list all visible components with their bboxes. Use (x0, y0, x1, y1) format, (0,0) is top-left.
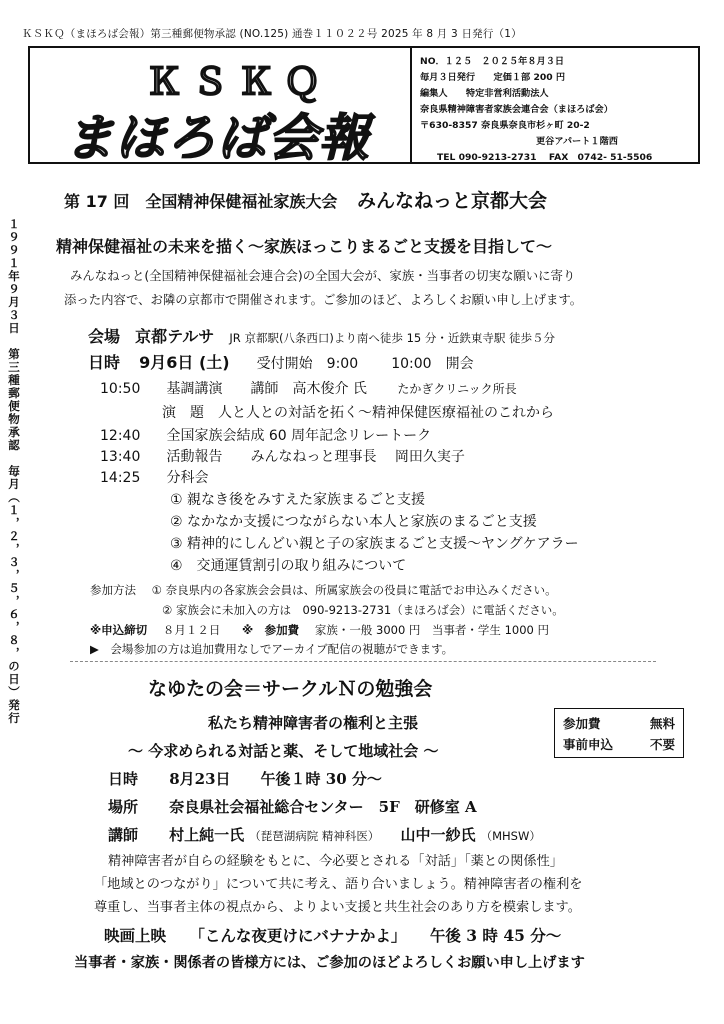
circle-title: なゆたの会＝サークルＮの勉強会 (148, 678, 433, 700)
logo-title-jp: まほろば会報 (64, 108, 370, 167)
schedule-extra: たかぎクリニック所長 (397, 382, 517, 396)
schedule-text: 分科会 (166, 470, 209, 486)
deadline-value: ８月１２日 (162, 623, 221, 637)
how-text-1: ① 奈良県内の各家族会会員は、所属家族会の役員に電話でお申込みください。 (151, 583, 557, 597)
masthead-line: ＫＳＫＱ（まほろば会報）第三種郵便物承認 (NO.125) 通巻１１０２２号 2025 年 8 月 3 日発行（1） (22, 28, 522, 40)
info-editor: 編集人 特定非営利活動法人 (420, 88, 549, 99)
fee-box-value: 不要 (649, 737, 675, 752)
lecturer-2: 山中一紗氏 (400, 826, 476, 844)
circle-body-3: 尊重し、当事者主体の視点から、よりよい支援と共生社会のあり方を模索します。 (94, 900, 581, 915)
lecturer-2-affiliation: （MHSW） (480, 829, 541, 843)
movie-title: 「こんな夜更けにバナナかよ」 (189, 926, 407, 945)
vertical-postal-note: １９９１年９月３日 第三種郵便物承認 毎月（１，２，３，５，６，８，の日）発行 (7, 218, 21, 725)
session-item: ② なかなか支援につながらない本人と家族のまるごと支援 (170, 514, 537, 530)
lecturer-label: 講師 (108, 826, 139, 844)
venue-name: 京都テルサ (135, 327, 215, 346)
event-subtitle: 精神保健福祉の未来を描く〜家族ほっこりまるごと支援を目指して〜 (56, 237, 553, 256)
session-item: ④ 交通運賃割引の取り組みについて (170, 558, 407, 574)
info-price: 毎月３日発行 定価１部 200 円 (420, 72, 566, 83)
date-label: 日時 (88, 353, 121, 372)
schedule-row: 演 題 人と人との対話を拓く〜精神保健医療福祉のこれから (162, 405, 554, 421)
schedule-row (100, 378, 517, 398)
event-title-main: みんなねっと京都大会 (357, 190, 548, 212)
logo-title-en: ＫＳＫＱ (146, 62, 331, 103)
fee-label: ※ 参加費 (242, 623, 300, 637)
circle-theme: 〜 今求められる対話と薬、そして地域社会 〜 (128, 742, 439, 760)
date-value: 9月6日 (土) (139, 353, 230, 372)
how-to-apply-1 (90, 582, 557, 598)
lecturer-1-affiliation: （琵琶湖病院 精神科医） (249, 829, 380, 843)
movie-line (104, 924, 561, 946)
info-org: 奈良県精神障害者家族会連合会（まほろば会） (420, 104, 613, 115)
circle-date-label: 日時 (108, 770, 139, 788)
schedule-time: 10:50 (100, 381, 141, 397)
circle-subtitle: 私たち精神障害者の権利と主張 (208, 714, 419, 732)
schedule-row (100, 425, 431, 445)
event-venue (88, 324, 555, 347)
venue-label: 会場 (88, 327, 121, 346)
schedule-time: 13:40 (100, 449, 141, 465)
closing-line: 当事者・家族・関係者の皆様方には、ご参加のほどよろしくお願い申し上げます (74, 955, 585, 971)
info-issue: NO．１２５ ２０２５年８月３日 (420, 56, 565, 67)
how-to-apply-2: ② 家族会に未加入の方は 090-9213-2731（まほろば会）に電話ください。 (162, 603, 564, 617)
fee-box-row (563, 734, 675, 755)
fee-box-label: 事前申込 (563, 737, 614, 752)
deadline-fee (90, 622, 549, 638)
schedule-time: 12:40 (100, 428, 141, 444)
event-title (64, 186, 547, 213)
session-item: ① 親なき後をみすえた家族まるごと支援 (170, 492, 425, 508)
circle-body-2: 「地域とのつながり」について共に考え、語り合いましょう。精神障害者の権利を (94, 877, 583, 892)
how-label: 参加方法 (90, 583, 136, 597)
schedule-row (100, 467, 208, 487)
movie-label: 映画上映 (104, 926, 167, 945)
opening-time: 10:00 開会 (391, 356, 474, 372)
fee-box-label: 参加費 (563, 716, 601, 731)
circle-place-label: 場所 (108, 798, 139, 816)
circle-date-value: 8月23日 午後１時 30 分〜 (169, 770, 382, 788)
event-intro-1: みんなねっと(全国精神保健福祉会連合会)の全国大会が、家族・当事者の切実な願いに寄り (70, 268, 576, 283)
circle-date (108, 768, 382, 789)
movie-time: 午後 3 時 45 分〜 (429, 926, 562, 945)
circle-place-value: 奈良県社会福祉総合センター 5F 研修室 A (169, 798, 477, 816)
event-intro-2: 添った内容で、お隣の京都市で開催されます。ご参加のほど、よろしくお願い申し上げます。 (64, 292, 583, 307)
reception-time: 受付開始 9:00 (256, 356, 359, 372)
circle-place (108, 796, 477, 817)
venue-access: JR 京都駅(八条西口)より南へ徒歩 15 分・近鉄東寺駅 徒歩５分 (229, 331, 556, 345)
circle-body-1: 精神障害者が自らの経験をもとに、今必要とされる「対話」「薬との関係性」 (108, 854, 563, 869)
info-phone: TEL 090-9213-2731 FAX 0742- 51-5506 (437, 152, 653, 163)
lecturer-1: 村上純一氏 (169, 826, 245, 844)
schedule-text: 全国家族会結成 60 周年記念リレートーク (166, 428, 432, 444)
fee-box-value: 無料 (649, 716, 675, 731)
fee-box (554, 708, 684, 758)
deadline-label: ※申込締切 (90, 623, 148, 637)
schedule-row (100, 446, 465, 466)
fee-box-row (563, 713, 675, 734)
schedule-text: 活動報告 みんなねっと理事長 岡田久実子 (166, 449, 465, 465)
info-address: 〒630-8357 奈良県奈良市杉ヶ町 20-2 (420, 120, 590, 131)
info-address-2: 更谷アパート１階西 (536, 136, 618, 147)
event-date (88, 350, 474, 373)
session-item: ③ 精神的にしんどい親と子の家族まるごと支援〜ヤングケアラー (170, 536, 579, 552)
fee-value: 家族・一般 3000 円 当事者・学生 1000 円 (314, 623, 549, 637)
header-divider (410, 46, 412, 164)
archive-note: ▶ 会場参加の方は追加費用なしでアーカイブ配信の視聴ができます。 (90, 642, 454, 656)
event-title-prefix: 第 17 回 全国精神保健福祉家族大会 (64, 192, 338, 211)
schedule-time: 14:25 (100, 470, 141, 486)
section-divider (70, 661, 656, 662)
circle-lecturers (108, 824, 541, 845)
schedule-text: 基調講演 講師 高木俊介 氏 (166, 381, 367, 397)
